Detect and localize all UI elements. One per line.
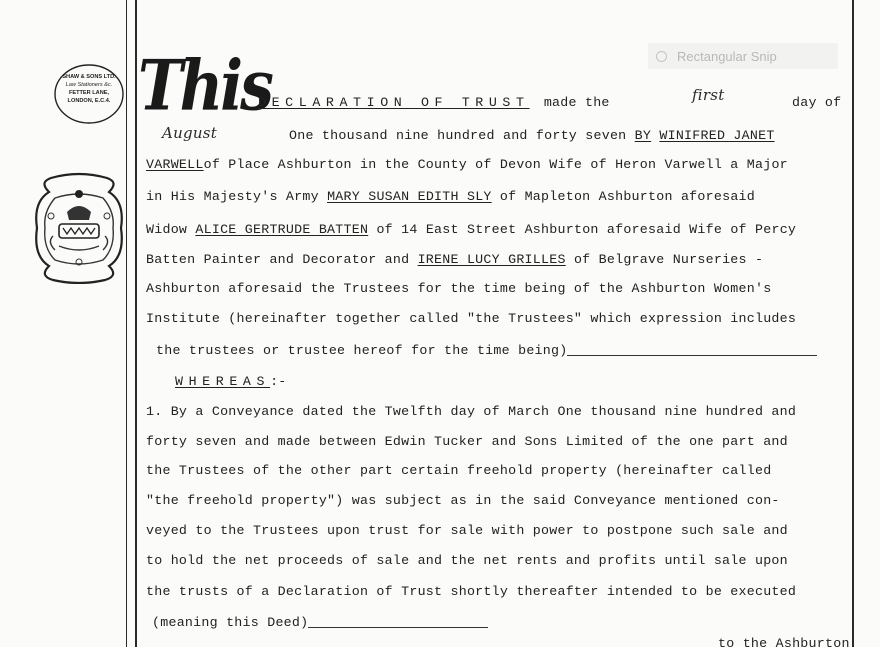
handwritten-month: August (162, 124, 217, 142)
deed-text: Batten Painter and Decorator and (146, 252, 410, 267)
deed-text: of Place Ashburton in the County of Devon Wife of Heron Varwell a Major (203, 157, 788, 172)
stamp-line-4: LONDON, E.C.4. (67, 98, 111, 104)
deed-line-6 (146, 252, 763, 267)
deed-line-1-end: day of (792, 95, 842, 110)
margin-rule-right (852, 0, 854, 647)
deed-text-underlined: BY (634, 128, 652, 143)
stamp-line-1: SHAW & SONS LTD. (62, 74, 116, 80)
deed-text: made the (543, 95, 610, 110)
deed-text: the trustees or trustee hereof for the time being) (156, 343, 568, 358)
snip-mode-icon (656, 51, 667, 62)
line-fill (567, 345, 817, 356)
recital-line-4: "the freehold property") was subject as in the said Conveyance mentioned con- (146, 493, 780, 508)
deed-line-7: Ashburton aforesaid the Trustees for the time being of the Ashburton Women's (146, 281, 772, 296)
deed-line-4 (146, 189, 755, 204)
deed-text: (meaning this Deed) (152, 615, 309, 630)
rectangular-snip-tooltip[interactable] (648, 43, 838, 69)
party-name-3: ALICE GERTRUDE BATTEN (195, 222, 369, 237)
party-name-4: IRENE LUCY GRILLES (417, 252, 566, 267)
deed-line-2 (289, 128, 775, 143)
recital-line-5: veyed to the Trustees upon trust for sale with power to postpone such sale and (146, 523, 788, 538)
deed-line-1 (258, 95, 610, 110)
recital-line-3: the Trustees of the other part certain freehold property (hereinafter called (146, 463, 772, 478)
recital-line-9-partial: to the Ashburton (718, 636, 850, 647)
deed-text: of 14 East Street Ashburton aforesaid Wife of Percy (376, 222, 797, 237)
recital-heading: WHEREAS (175, 374, 271, 389)
recital-line-7: the trusts of a Declaration of Trust shortly thereafter intended to be executed (146, 584, 797, 599)
deed-line-8: Institute (hereinafter together called "the Trustees" which expression includes (146, 311, 797, 326)
margin-rule-left-inner (135, 0, 137, 647)
deed-text: of Belgrave Nurseries - (573, 252, 764, 267)
party-name-1: WINIFRED JANET (659, 128, 775, 143)
deed-text: Widow (146, 222, 188, 237)
snip-label: Rectangular Snip (677, 48, 777, 64)
deed-line-9 (156, 343, 817, 358)
recital-line-8 (152, 615, 488, 630)
stationer-stamp (53, 63, 125, 125)
handwritten-day: first (692, 86, 725, 104)
margin-rule-left-outer (126, 0, 127, 647)
recital-line-6: to hold the net proceeds of sale and the net rents and profits until sale upon (146, 553, 788, 568)
deed-title: DECLARATION OF TRUST (258, 95, 530, 110)
recital-line-1: 1. By a Conveyance dated the Twelfth day of March One thousand nine hundred and (146, 404, 797, 419)
deed-heading: This (138, 46, 271, 127)
recital-heading-colon: :- (270, 374, 287, 389)
stamp-line-3: FETTER LANE, (68, 90, 110, 96)
whereas-heading (175, 374, 287, 389)
line-fill (308, 617, 488, 628)
deed-line-5 (146, 222, 796, 237)
party-name-2: MARY SUSAN EDITH SLY (327, 189, 492, 204)
recital-line-2: forty seven and made between Edwin Tucker and Sons Limited of the one part and (146, 434, 788, 449)
stamp-line-2: Law Stationers &c. (65, 82, 113, 88)
party-name-1-cont: VARWELL (146, 157, 204, 172)
duty-seal-icon (29, 172, 129, 284)
deed-text: in His Majesty's Army (146, 189, 319, 204)
deed-line-3 (146, 157, 788, 172)
deed-text: One thousand nine hundred and forty seven (289, 128, 627, 143)
deed-text: of Mapleton Ashburton aforesaid (499, 189, 756, 204)
